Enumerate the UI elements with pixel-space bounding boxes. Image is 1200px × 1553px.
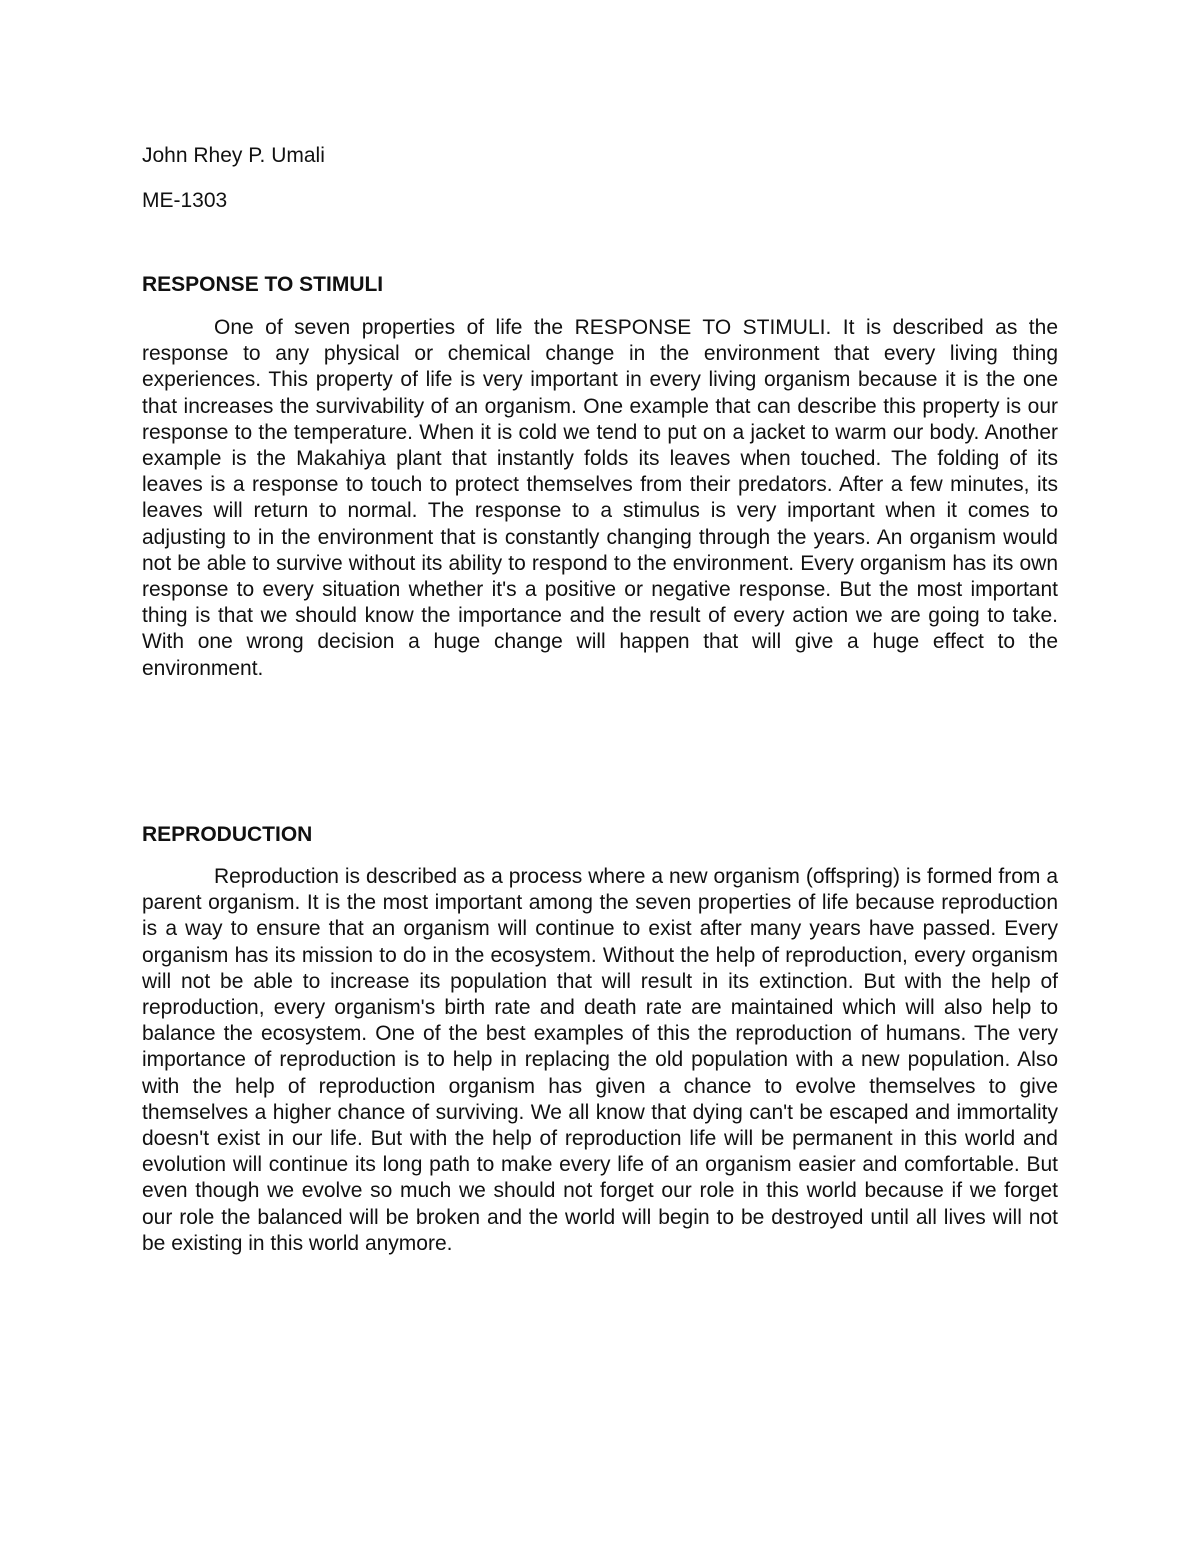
section-code: ME-1303 [142, 189, 228, 212]
section-heading-reproduction: REPRODUCTION [142, 823, 313, 846]
section-heading-response-to-stimuli: RESPONSE TO STIMULI [142, 273, 384, 296]
author-name: John Rhey P. Umali [142, 144, 325, 167]
paragraph-response-to-stimuli: One of seven properties of life the RESPONSE TO STIMULI. It is described as the response to any physical or chemical change in the environment that every living thing experiences. This property of life is very important in every living organism because it is the one that increases the survivability of an organism. One example that can describe this property is our response to the temperature. When it is cold we tend to put on a jacket to warm our body. Another example is the Makahiya plant that instantly folds its leaves when touched. The folding of its leaves is a response to touch to protect themselves from their predators. After a few minutes, its leaves will return to normal. The response to a stimulus is very important when it comes to adjusting to in the environment that is constantly changing through the years. An organism would not be able to survive without its ability to respond to the environment. Every organism has its own response to every situation whether it's a positive or negative response. But the most important thing is that we should know the importance and the result of every action we are going to take. With one wrong decision a huge change will happen that will give a huge effect to the environment. [142, 316, 1058, 680]
paragraph-reproduction: Reproduction is described as a process where a new organism (offspring) is formed from a parent organism. It is the most important among the seven properties of life because reproduction is a way to ensure that an organism will continue to exist after many years have passed. Every organism has its mission to do in the ecosystem. Without the help of reproduction, every organism will not be able to increase its population that will result in its extinction. But with the help of reproduction, every organism's birth rate and death rate are maintained which will also help to balance the ecosystem. One of the best examples of this the reproduction of humans. The very importance of reproduction is to help in replacing the old population with a new population. Also with the help of reproduction organism has given a chance to evolve themselves to give themselves a higher chance of surviving. We all know that dying can't be escaped and immortality doesn't exist in our life. But with the help of reproduction life will be permanent in this world and evolution will continue its long path to make every life of an organism easier and comfortable. But even though we evolve so much we should not forget our role in this world because if we forget our role the balanced will be broken and the world will begin to be destroyed until all lives will not be existing in this world anymore. [142, 865, 1058, 1255]
